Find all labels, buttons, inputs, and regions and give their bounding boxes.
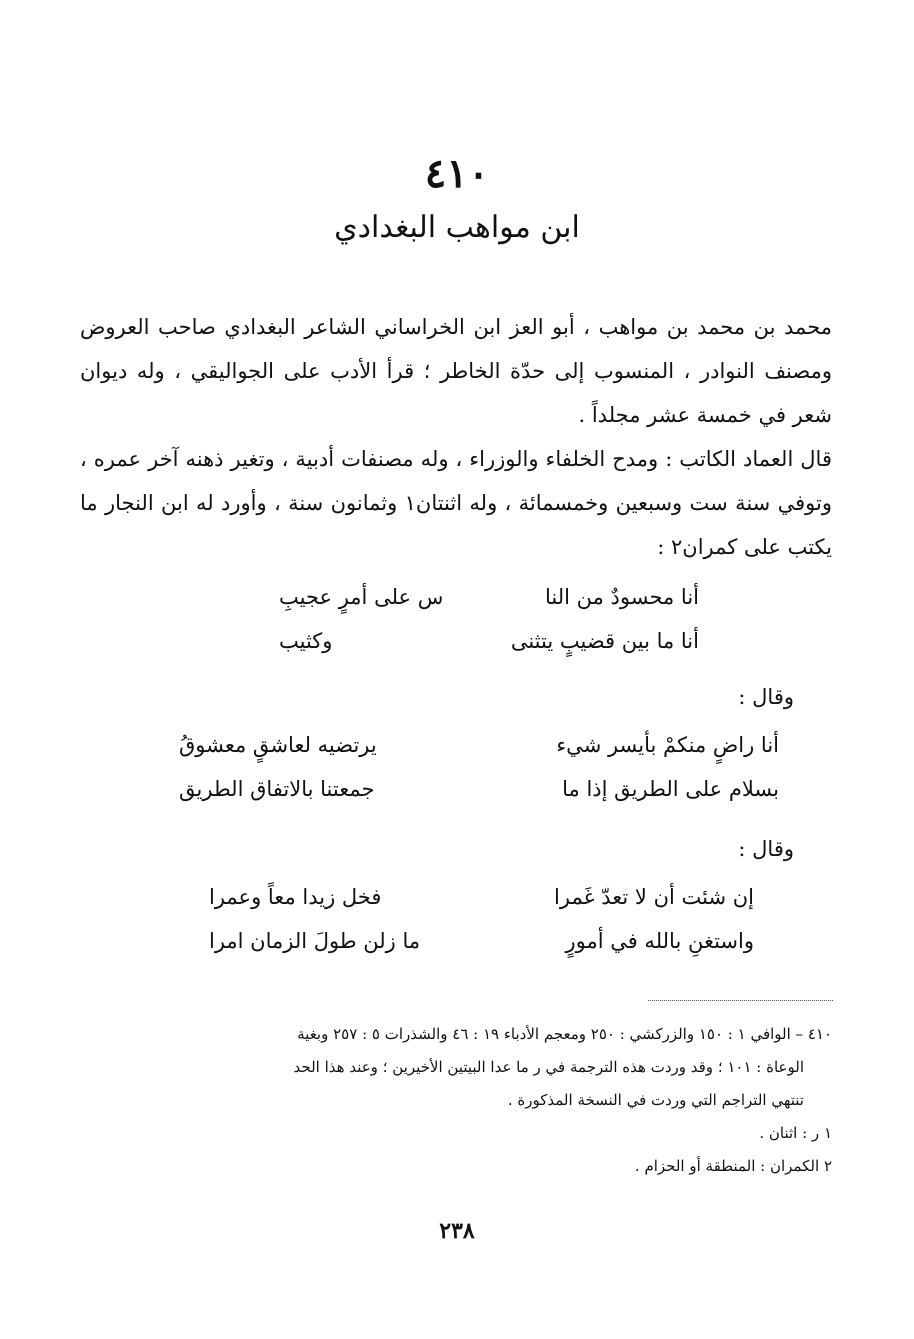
paragraph-2: قال العماد الكاتب : ومدح الخلفاء والوزراء ، وله مصنفات أدبية ، وتغير ذهنه آخر عمره ، وتوفي سنة ست وسبعين وخمسمائة ، وله اثنتان١ وثمانون سنة ، وأورد له ابن النجار ما يكتب على كمران٢ : xyxy=(80,447,832,559)
hemistich-right: بسلام على الطريق إذا ما xyxy=(562,777,779,801)
poem-2-verse-2 xyxy=(179,777,779,821)
hemistich-left: جمعتنا بالاتفاق الطريق xyxy=(179,777,375,801)
hemistich-left: وكثيب xyxy=(279,629,333,653)
biography-text xyxy=(80,305,832,569)
hemistich-right: واستغنِ بالله في أمورٍ xyxy=(565,929,754,953)
poem-3-verse-1 xyxy=(209,885,754,929)
footnote-main-cont-1: الوعاة : ١٠١ ؛ وقد وردت هذه الترجمة في ر ما عدا البيتين الأخيرين ؛ وعند هذا الحد xyxy=(293,1058,804,1076)
footnote-divider xyxy=(648,1000,833,1001)
hemistich-right: إن شئت أن لا تعدّ غَمرا xyxy=(554,885,754,909)
poem-2 xyxy=(179,733,779,821)
page-number: ٢٣٨ xyxy=(439,1218,475,1244)
poem-1 xyxy=(279,585,699,673)
poem-1-verse-2 xyxy=(279,629,699,673)
wa-qal-1: وقال : xyxy=(738,685,794,709)
footnotes xyxy=(80,1018,832,1183)
footnote-2: ٢ الكمران : المنطقة أو الحزام . xyxy=(634,1157,832,1175)
hemistich-right: أنا راضٍ منكمْ بأيسر شيء xyxy=(556,733,779,757)
poem-1-verse-1 xyxy=(279,585,699,629)
footnote-main-cont-2: تنتهي التراجم التي وردت في النسخة المذكورة . xyxy=(507,1091,804,1109)
hemistich-left: ما زلن طولَ الزمان امرا xyxy=(209,929,421,953)
hemistich-right: أنا ما بين قضيبٍ يتثنى xyxy=(510,629,699,653)
poem-3-verse-2 xyxy=(209,929,754,973)
wa-qal-2: وقال : xyxy=(738,837,794,861)
entry-title: ابن مواهب البغدادي xyxy=(334,210,580,245)
hemistich-left: يرتضيه لعاشقٍ معشوقُ xyxy=(179,733,377,757)
poem-3 xyxy=(209,885,754,973)
hemistich-left: فخل زيدا معاً وعمرا xyxy=(209,885,382,909)
poem-2-verse-1 xyxy=(179,733,779,777)
paragraph-1: محمد بن محمد بن مواهب ، أبو العز ابن الخراساني الشاعر البغدادي صاحب العروض ومصنف النوادر ، المنسوب إلى حدّة الخاطر ؛ قرأ الأدب على الجواليقي ، وله ديوان شعر في خمسة عشر مجلداً . xyxy=(80,315,832,427)
hemistich-left: س على أمرٍ عجيبِ xyxy=(279,585,444,609)
entry-number: ٤١٠ xyxy=(424,150,490,197)
hemistich-right: أنا محسودٌ من النا xyxy=(544,585,699,609)
footnote-1: ١ ر : اثنان . xyxy=(759,1124,832,1142)
footnote-main: ٤١٠ – الوافي ١ : ١٥٠ والزركشي : ٢٥٠ ومعجم الأدباء ١٩ : ٤٦ والشذرات ٥ : ٢٥٧ وبغية xyxy=(297,1025,832,1043)
